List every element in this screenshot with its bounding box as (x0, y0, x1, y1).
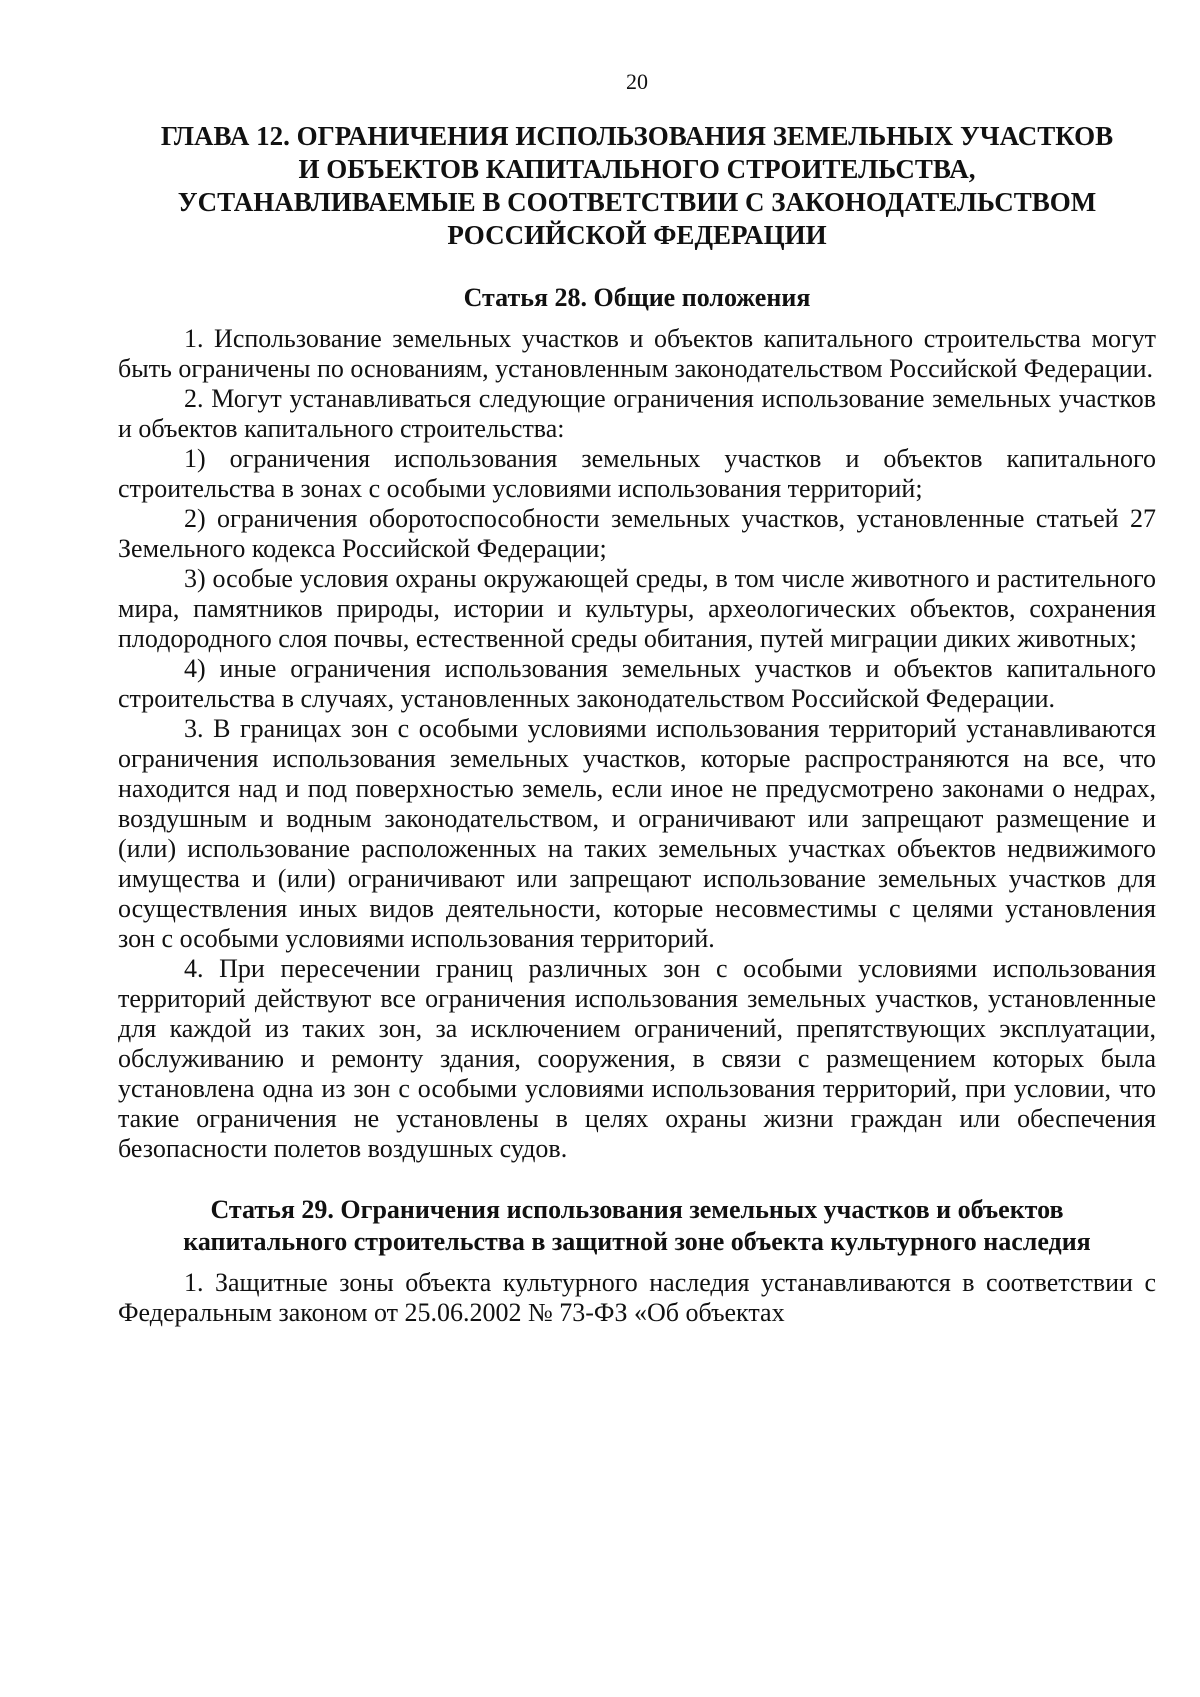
chapter-title-line: УСТАНАВЛИВАЕМЫЕ В СООТВЕТСТВИИ С ЗАКОНОДАТЕЛЬСТВОМ (177, 187, 1097, 217)
article-28-list-item-3: 3) особые условия охраны окружающей среды, в том числе животного и растительного мира, памятников природы, истории и культуры, археологических объектов, сохранения плодородного слоя почвы, естественной среды обитания, путей миграции диких животных; (118, 564, 1156, 653)
document-page (118, 68, 1156, 1328)
article-28-title: Статья 28. Общие положения (463, 283, 811, 312)
article-29-title-line: капитального строительства в защитной зоне объекта культурного наследия (183, 1227, 1091, 1256)
article-28-list-item-1: 1) ограничения использования земельных участков и объектов капитального строительства в зонах с особыми условиями использования территорий; (118, 444, 1156, 503)
chapter-title-line: ГЛАВА 12. ОГРАНИЧЕНИЯ ИСПОЛЬЗОВАНИЯ ЗЕМЕЛЬНЫХ УЧАСТКОВ (160, 121, 1114, 151)
article-29-paragraph-1: 1. Защитные зоны объекта культурного наследия устанавливаются в соответствии с Федеральным законом от 25.06.2002 № 73-ФЗ «Об объектах (118, 1268, 1156, 1327)
article-28-list-item-2: 2) ограничения оборотоспособности земельных участков, установленные статьей 27 Земельного кодекса Российской Федерации; (118, 504, 1156, 563)
article-28-paragraph-1: 1. Использование земельных участков и объектов капитального строительства могут быть ограничены по основаниям, установленным законодательством Российской Федерации. (118, 324, 1156, 383)
article-29-title (118, 1194, 1156, 1258)
chapter-title-line: РОССИЙСКОЙ ФЕДЕРАЦИИ (447, 220, 827, 250)
article-28-paragraph-3: 3. В границах зон с особыми условиями использования территорий устанавливаются ограничения использования земельных участков, которые распространяются на все, что находится над и под поверхностью земель, если иное не предусмотрено законами о недрах, воздушным и водным законодательством, и ограничивают или запрещают размещение и (или) использование расположенных на таких земельных участках объектов недвижимого имущества и (или) ограничивают или запрещают использование земельных участков для осуществления иных видов деятельности, которые несовместимы с целями установления зон с особыми условиями использования территорий. (118, 714, 1156, 953)
chapter-title-line: И ОБЪЕКТОВ КАПИТАЛЬНОГО СТРОИТЕЛЬСТВА, (298, 154, 976, 184)
article-28-list-item-4: 4) иные ограничения использования земельных участков и объектов капитального строительства в случаях, установленных законодательством Российской Федерации. (118, 654, 1156, 713)
page-number: 20 (626, 69, 648, 94)
article-28-paragraph-2: 2. Могут устанавливаться следующие ограничения использование земельных участков и объектов капитального строительства: (118, 384, 1156, 443)
chapter-title (118, 120, 1156, 252)
article-29-title-line: Статья 29. Ограничения использования земельных участков и объектов (210, 1195, 1064, 1224)
article-28-paragraph-4: 4. При пересечении границ различных зон с особыми условиями использования территорий действуют все ограничения использования земельных участков, установленные для каждой из таких зон, за исключением ограничений, препятствующих эксплуатации, обслуживанию и ремонту здания, сооружения, в связи с размещением которых была установлена одна из зон с особыми условиями использования территорий, при условии, что такие ограничения не установлены в целях охраны жизни граждан или обеспечения безопасности полетов воздушных судов. (118, 954, 1156, 1163)
